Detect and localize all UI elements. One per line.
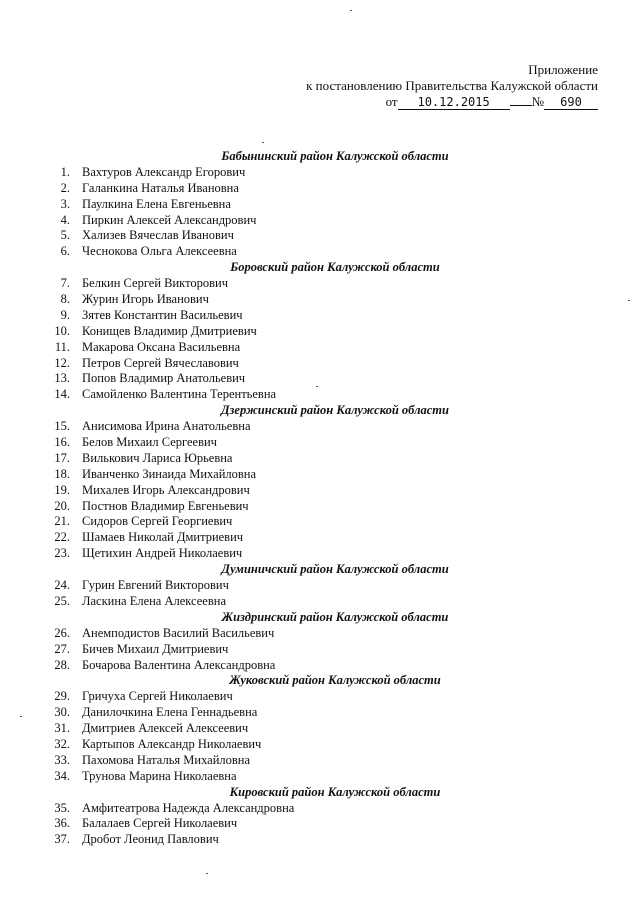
person-name: Картыпов Александр Николаевич bbox=[82, 736, 262, 751]
person-name: Пахомова Наталья Михайловна bbox=[82, 752, 251, 767]
list-item bbox=[0, 499, 640, 515]
person-name: Попов Владимир Анатольевич bbox=[82, 371, 246, 386]
list-item-number: 30. bbox=[54, 705, 70, 720]
list-item-number: 35. bbox=[54, 800, 70, 815]
person-name: Бичев Михаил Дмитриевич bbox=[82, 641, 229, 656]
person-name: Конищев Владимир Дмитриевич bbox=[82, 323, 257, 338]
person-name: Дробот Леонид Павлович bbox=[82, 832, 219, 847]
date-number-line bbox=[306, 94, 598, 110]
person-name: Гричуха Сергей Николаевич bbox=[82, 689, 233, 704]
list-item-number: 26. bbox=[54, 625, 70, 640]
list-item bbox=[0, 419, 640, 435]
list-item-number: 17. bbox=[54, 450, 70, 465]
list-item bbox=[0, 165, 640, 181]
list-item-number: 36. bbox=[54, 816, 70, 831]
list-item-number: 6. bbox=[60, 244, 70, 259]
list-item-number: 7. bbox=[60, 276, 70, 291]
district-heading: Бабынинский район Калужской области bbox=[221, 149, 449, 163]
list-item bbox=[0, 737, 640, 753]
list-item bbox=[0, 387, 640, 403]
list-item bbox=[0, 658, 640, 674]
person-name: Дмитриев Алексей Алексеевич bbox=[82, 721, 249, 736]
appendix-label: Приложение bbox=[528, 62, 598, 77]
person-name: Журин Игорь Иванович bbox=[82, 292, 209, 307]
list-item bbox=[0, 308, 640, 324]
list-item-number: 32. bbox=[54, 736, 70, 751]
scan-speck bbox=[20, 716, 22, 717]
date-underline-gap bbox=[510, 105, 532, 106]
person-name: Постнов Владимир Евгеньевич bbox=[82, 498, 249, 513]
list-item-number: 24. bbox=[54, 578, 70, 593]
list-item bbox=[0, 451, 640, 467]
list-item-number: 16. bbox=[54, 435, 70, 450]
person-name: Вилькович Лариса Юрьевна bbox=[82, 450, 233, 465]
list-item-number: 4. bbox=[60, 212, 70, 227]
list-item-number: 37. bbox=[54, 832, 70, 847]
person-name: Макарова Оксана Васильевна bbox=[82, 339, 241, 354]
document-header bbox=[306, 62, 598, 110]
list-item-number: 22. bbox=[54, 530, 70, 545]
list-item bbox=[0, 689, 640, 705]
list-item-number: 10. bbox=[54, 323, 70, 338]
list-item-number: 29. bbox=[54, 689, 70, 704]
list-item bbox=[0, 371, 640, 387]
person-name: Пиркин Алексей Александрович bbox=[82, 212, 257, 227]
person-name: Чеснокова Ольга Алексеевна bbox=[82, 244, 237, 259]
list-item bbox=[0, 324, 640, 340]
person-name: Бочарова Валентина Александровна bbox=[82, 657, 276, 672]
list-item bbox=[0, 530, 640, 546]
list-item bbox=[0, 292, 640, 308]
person-name: Галанкина Наталья Ивановна bbox=[82, 180, 239, 195]
person-name: Анисимова Ирина Анатольевна bbox=[82, 419, 251, 434]
list-item-number: 3. bbox=[60, 196, 70, 211]
district-heading: Боровский район Калужской области bbox=[230, 260, 440, 275]
document-number: 690 bbox=[544, 96, 598, 110]
list-item bbox=[0, 801, 640, 817]
list-item-number: 1. bbox=[60, 164, 70, 179]
list-item bbox=[0, 244, 640, 260]
list-item bbox=[0, 356, 640, 372]
list-item bbox=[0, 626, 640, 642]
list-item-number: 28. bbox=[54, 657, 70, 672]
list-item bbox=[0, 181, 640, 197]
list-item-number: 21. bbox=[54, 514, 70, 529]
list-item-number: 13. bbox=[54, 371, 70, 386]
scan-speck bbox=[262, 142, 264, 143]
list-item bbox=[0, 594, 640, 610]
list-item-number: 8. bbox=[60, 292, 70, 307]
nominee-list bbox=[0, 149, 640, 848]
person-name: Белов Михаил Сергеевич bbox=[82, 435, 217, 450]
person-name: Белкин Сергей Викторович bbox=[82, 276, 229, 291]
person-name: Гурин Евгений Викторович bbox=[82, 578, 229, 593]
district-heading: Кировский район Калужской области bbox=[229, 784, 441, 799]
scan-speck bbox=[350, 10, 352, 11]
list-item-number: 27. bbox=[54, 641, 70, 656]
list-item bbox=[0, 228, 640, 244]
person-name: Петров Сергей Вячеславович bbox=[82, 355, 239, 370]
list-item bbox=[0, 753, 640, 769]
list-item-number: 5. bbox=[60, 228, 70, 243]
list-item-number: 34. bbox=[54, 768, 70, 783]
district-heading: Жуковский район Калужской области bbox=[229, 673, 441, 688]
list-item bbox=[0, 483, 640, 499]
list-item-number: 9. bbox=[60, 307, 70, 322]
list-item-number: 12. bbox=[54, 355, 70, 370]
list-item bbox=[0, 816, 640, 832]
list-item-number: 23. bbox=[54, 546, 70, 561]
list-item-number: 31. bbox=[54, 721, 70, 736]
list-item bbox=[0, 213, 640, 229]
scan-speck bbox=[206, 873, 208, 874]
list-item-number: 15. bbox=[54, 419, 70, 434]
person-name: Шамаев Николай Дмитриевич bbox=[82, 530, 244, 545]
list-item bbox=[0, 276, 640, 292]
person-name: Амфитеатрова Надежда Александровна bbox=[82, 800, 295, 815]
person-name: Щетихин Андрей Николаевич bbox=[82, 546, 243, 561]
number-prefix: № bbox=[531, 94, 544, 109]
person-name: Сидоров Сергей Георгиевич bbox=[82, 514, 233, 529]
district-heading: Думиничский район Калужской области bbox=[221, 562, 449, 577]
list-item bbox=[0, 832, 640, 848]
list-item bbox=[0, 435, 640, 451]
list-item bbox=[0, 642, 640, 658]
list-item bbox=[0, 769, 640, 785]
list-item-number: 19. bbox=[54, 482, 70, 497]
list-item-number: 11. bbox=[54, 339, 70, 354]
list-item bbox=[0, 197, 640, 213]
scan-speck bbox=[316, 386, 318, 387]
list-item bbox=[0, 578, 640, 594]
district-heading: Жиздринский район Калужской области bbox=[221, 609, 449, 624]
person-name: Иванченко Зинаида Михайловна bbox=[82, 466, 257, 481]
person-name: Паулкина Елена Евгеньевна bbox=[82, 196, 231, 211]
list-item bbox=[0, 340, 640, 356]
list-item bbox=[0, 705, 640, 721]
person-name: Балалаев Сергей Николаевич bbox=[82, 816, 238, 831]
resolution-reference: к постановлению Правительства Калужской области bbox=[306, 77, 598, 93]
list-item bbox=[0, 514, 640, 530]
list-item-number: 2. bbox=[60, 180, 70, 195]
scan-speck bbox=[628, 300, 630, 301]
person-name: Михалев Игорь Александрович bbox=[82, 482, 250, 497]
person-name: Самойленко Валентина Терентьевна bbox=[82, 387, 277, 402]
list-item bbox=[0, 721, 640, 737]
list-item bbox=[0, 546, 640, 562]
list-item-number: 20. bbox=[54, 498, 70, 513]
list-item bbox=[0, 467, 640, 483]
date-prefix: от bbox=[385, 94, 398, 109]
person-name: Вахтуров Александр Егорович bbox=[82, 164, 246, 179]
list-item-number: 25. bbox=[54, 593, 70, 608]
list-item-number: 18. bbox=[54, 466, 70, 481]
person-name: Зятев Константин Васильевич bbox=[82, 307, 243, 322]
person-name: Трунова Марина Николаевна bbox=[82, 768, 237, 783]
document-date: 10.12.2015 bbox=[398, 96, 510, 110]
person-name: Ласкина Елена Алексеевна bbox=[82, 593, 226, 608]
person-name: Данилочкина Елена Геннадьевна bbox=[82, 705, 258, 720]
list-item-number: 14. bbox=[54, 387, 70, 402]
person-name: Анемподистов Василий Васильевич bbox=[82, 625, 275, 640]
list-item-number: 33. bbox=[54, 752, 70, 767]
district-heading: Дзержинский район Калужской области bbox=[221, 403, 449, 418]
person-name: Хализев Вячеслав Иванович bbox=[82, 228, 234, 243]
